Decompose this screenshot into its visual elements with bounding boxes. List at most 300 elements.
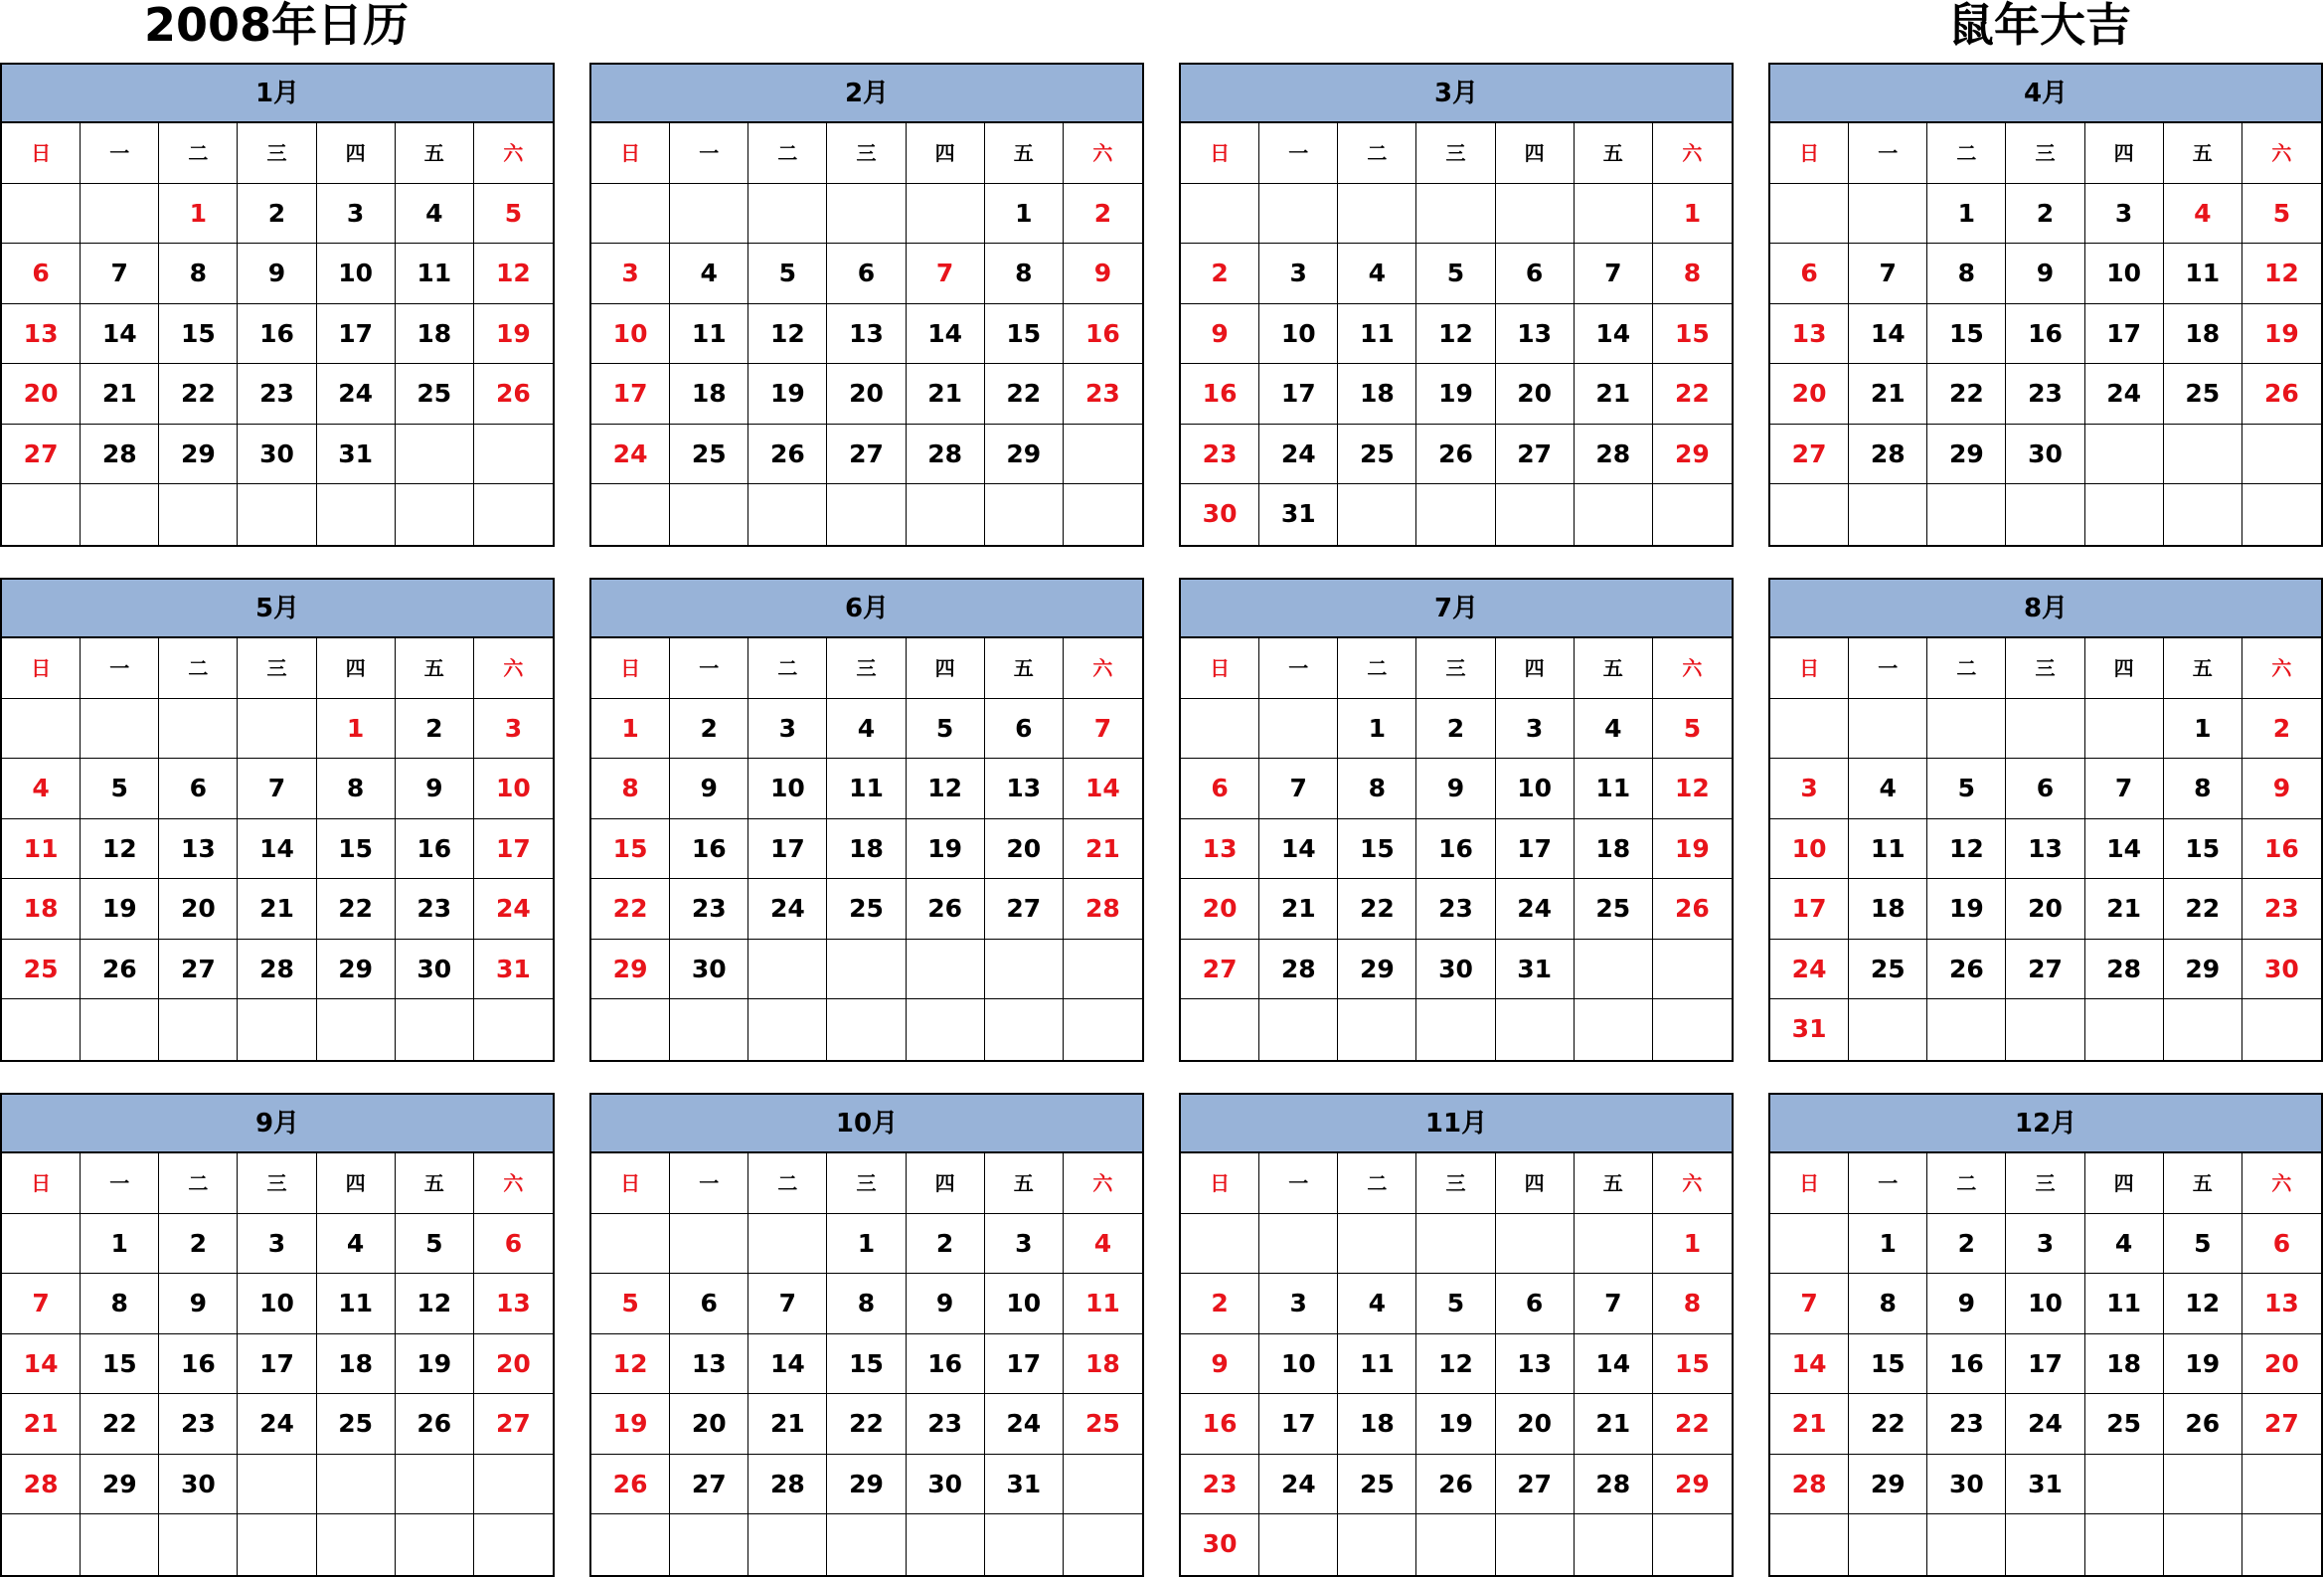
day-cell: 2 bbox=[159, 1214, 238, 1275]
day-cell: 9 bbox=[396, 759, 474, 819]
empty-cell bbox=[1181, 999, 1259, 1060]
day-cell: 1 bbox=[1653, 1214, 1732, 1275]
day-cell: 23 bbox=[238, 364, 316, 425]
weekday-label: 四 bbox=[907, 638, 985, 699]
day-cell: 14 bbox=[238, 819, 316, 880]
month-grid bbox=[1181, 123, 1732, 545]
month-panel bbox=[1179, 578, 1734, 1062]
day-cell: 18 bbox=[827, 819, 906, 880]
empty-cell bbox=[2242, 1455, 2321, 1515]
day-cell: 22 bbox=[1338, 879, 1416, 940]
day-cell: 5 bbox=[1416, 1274, 1495, 1334]
day-cell: 5 bbox=[1653, 699, 1732, 760]
day-cell: 14 bbox=[81, 304, 159, 365]
empty-cell bbox=[1770, 1514, 1849, 1575]
day-cell: 1 bbox=[1927, 184, 2006, 245]
day-cell: 7 bbox=[1849, 244, 1927, 304]
day-cell: 15 bbox=[1653, 1334, 1732, 1395]
day-cell: 15 bbox=[317, 819, 396, 880]
empty-cell bbox=[748, 484, 827, 545]
day-cell: 3 bbox=[238, 1214, 316, 1275]
day-cell: 24 bbox=[1496, 879, 1575, 940]
day-cell: 20 bbox=[1496, 364, 1575, 425]
day-cell: 18 bbox=[1064, 1334, 1142, 1395]
day-cell: 5 bbox=[2242, 184, 2321, 245]
day-cell: 31 bbox=[985, 1455, 1064, 1515]
day-cell: 25 bbox=[2164, 364, 2242, 425]
weekday-label: 日 bbox=[2, 123, 81, 184]
day-cell: 31 bbox=[2006, 1455, 2084, 1515]
month-grid bbox=[591, 123, 1142, 545]
day-cell: 10 bbox=[1496, 759, 1575, 819]
day-cell: 31 bbox=[317, 425, 396, 485]
day-cell: 6 bbox=[2006, 759, 2084, 819]
weekday-label: 五 bbox=[1575, 1153, 1653, 1214]
day-cell: 11 bbox=[1575, 759, 1653, 819]
empty-cell bbox=[907, 999, 985, 1060]
empty-cell bbox=[1259, 699, 1338, 760]
day-cell: 8 bbox=[159, 244, 238, 304]
day-cell: 10 bbox=[317, 244, 396, 304]
empty-cell bbox=[474, 1514, 553, 1575]
day-cell: 31 bbox=[1770, 999, 1849, 1060]
day-cell: 16 bbox=[396, 819, 474, 880]
empty-cell bbox=[670, 1214, 748, 1275]
day-cell: 8 bbox=[985, 244, 1064, 304]
empty-cell bbox=[396, 999, 474, 1060]
day-cell: 28 bbox=[2085, 940, 2164, 1000]
weekday-label: 六 bbox=[474, 638, 553, 699]
day-cell: 17 bbox=[474, 819, 553, 880]
day-cell: 29 bbox=[1653, 425, 1732, 485]
day-cell: 4 bbox=[1064, 1214, 1142, 1275]
empty-cell bbox=[81, 484, 159, 545]
day-cell: 21 bbox=[1259, 879, 1338, 940]
day-cell: 28 bbox=[907, 425, 985, 485]
day-cell: 15 bbox=[1849, 1334, 1927, 1395]
day-cell: 2 bbox=[2006, 184, 2084, 245]
day-cell: 28 bbox=[1849, 425, 1927, 485]
day-cell: 7 bbox=[1259, 759, 1338, 819]
day-cell: 16 bbox=[2242, 819, 2321, 880]
day-cell: 5 bbox=[2164, 1214, 2242, 1275]
day-cell: 26 bbox=[1927, 940, 2006, 1000]
empty-cell bbox=[1770, 699, 1849, 760]
empty-cell bbox=[2164, 1455, 2242, 1515]
day-cell: 23 bbox=[1181, 425, 1259, 485]
day-cell: 26 bbox=[396, 1394, 474, 1455]
day-cell: 30 bbox=[396, 940, 474, 1000]
day-cell: 6 bbox=[1181, 759, 1259, 819]
day-cell: 20 bbox=[670, 1394, 748, 1455]
weekday-label: 一 bbox=[81, 123, 159, 184]
empty-cell bbox=[238, 484, 316, 545]
empty-cell bbox=[1259, 184, 1338, 245]
day-cell: 13 bbox=[2242, 1274, 2321, 1334]
day-cell: 27 bbox=[2242, 1394, 2321, 1455]
day-cell: 4 bbox=[317, 1214, 396, 1275]
empty-cell bbox=[1416, 1214, 1495, 1275]
empty-cell bbox=[2, 484, 81, 545]
empty-cell bbox=[1496, 1214, 1575, 1275]
day-cell: 8 bbox=[1653, 1274, 1732, 1334]
empty-cell bbox=[748, 1214, 827, 1275]
day-cell: 18 bbox=[1575, 819, 1653, 880]
empty-cell bbox=[2085, 425, 2164, 485]
weekday-label: 六 bbox=[2242, 123, 2321, 184]
day-cell: 24 bbox=[238, 1394, 316, 1455]
day-cell: 6 bbox=[1496, 244, 1575, 304]
empty-cell bbox=[1416, 484, 1495, 545]
day-cell: 2 bbox=[1064, 184, 1142, 245]
day-cell: 6 bbox=[670, 1274, 748, 1334]
day-cell: 22 bbox=[317, 879, 396, 940]
day-cell: 20 bbox=[2006, 879, 2084, 940]
day-cell: 15 bbox=[159, 304, 238, 365]
day-cell: 23 bbox=[159, 1394, 238, 1455]
month-header: 10月 bbox=[591, 1095, 1142, 1153]
empty-cell bbox=[1849, 184, 1927, 245]
empty-cell bbox=[2164, 484, 2242, 545]
day-cell: 12 bbox=[907, 759, 985, 819]
day-cell: 12 bbox=[1927, 819, 2006, 880]
day-cell: 20 bbox=[827, 364, 906, 425]
day-cell: 17 bbox=[1259, 1394, 1338, 1455]
month-panel bbox=[589, 63, 1144, 547]
day-cell: 20 bbox=[474, 1334, 553, 1395]
day-cell: 10 bbox=[474, 759, 553, 819]
empty-cell bbox=[827, 940, 906, 1000]
day-cell: 10 bbox=[591, 304, 670, 365]
month-header: 7月 bbox=[1181, 580, 1732, 638]
day-cell: 4 bbox=[670, 244, 748, 304]
day-cell: 30 bbox=[1181, 1514, 1259, 1575]
month-panel bbox=[589, 578, 1144, 1062]
weekday-label: 日 bbox=[2, 1153, 81, 1214]
day-cell: 7 bbox=[81, 244, 159, 304]
day-cell: 15 bbox=[827, 1334, 906, 1395]
day-cell: 19 bbox=[474, 304, 553, 365]
day-cell: 22 bbox=[1653, 364, 1732, 425]
empty-cell bbox=[317, 1455, 396, 1515]
day-cell: 9 bbox=[159, 1274, 238, 1334]
day-cell: 11 bbox=[827, 759, 906, 819]
day-cell: 30 bbox=[2242, 940, 2321, 1000]
day-cell: 16 bbox=[670, 819, 748, 880]
empty-cell bbox=[2006, 999, 2084, 1060]
empty-cell bbox=[1416, 184, 1495, 245]
day-cell: 29 bbox=[591, 940, 670, 1000]
month-panel bbox=[1768, 63, 2323, 547]
day-cell: 17 bbox=[1259, 364, 1338, 425]
day-cell: 13 bbox=[1181, 819, 1259, 880]
empty-cell bbox=[1181, 1214, 1259, 1275]
day-cell: 27 bbox=[985, 879, 1064, 940]
day-cell: 5 bbox=[396, 1214, 474, 1275]
day-cell: 27 bbox=[670, 1455, 748, 1515]
month-grid bbox=[1770, 1153, 2321, 1575]
day-cell: 12 bbox=[1653, 759, 1732, 819]
weekday-label: 四 bbox=[317, 1153, 396, 1214]
day-cell: 14 bbox=[1575, 1334, 1653, 1395]
empty-cell bbox=[2242, 1514, 2321, 1575]
day-cell: 21 bbox=[1849, 364, 1927, 425]
weekday-label: 六 bbox=[1064, 123, 1142, 184]
empty-cell bbox=[159, 1514, 238, 1575]
month-panel bbox=[0, 1093, 555, 1577]
day-cell: 30 bbox=[238, 425, 316, 485]
day-cell: 3 bbox=[474, 699, 553, 760]
month-header: 2月 bbox=[591, 65, 1142, 123]
day-cell: 5 bbox=[81, 759, 159, 819]
weekday-label: 五 bbox=[2164, 638, 2242, 699]
day-cell: 3 bbox=[1259, 244, 1338, 304]
day-cell: 2 bbox=[1181, 244, 1259, 304]
weekday-label: 一 bbox=[670, 1153, 748, 1214]
empty-cell bbox=[1338, 1514, 1416, 1575]
day-cell: 23 bbox=[1064, 364, 1142, 425]
empty-cell bbox=[1927, 1514, 2006, 1575]
day-cell: 20 bbox=[1770, 364, 1849, 425]
day-cell: 6 bbox=[1496, 1274, 1575, 1334]
day-cell: 3 bbox=[317, 184, 396, 245]
day-cell: 18 bbox=[1338, 364, 1416, 425]
weekday-label: 日 bbox=[1770, 1153, 1849, 1214]
weekday-label: 日 bbox=[2, 638, 81, 699]
empty-cell bbox=[1064, 1455, 1142, 1515]
day-cell: 17 bbox=[2006, 1334, 2084, 1395]
day-cell: 27 bbox=[474, 1394, 553, 1455]
day-cell: 25 bbox=[1338, 425, 1416, 485]
empty-cell bbox=[81, 184, 159, 245]
empty-cell bbox=[591, 1514, 670, 1575]
day-cell: 20 bbox=[985, 819, 1064, 880]
weekday-label: 三 bbox=[238, 638, 316, 699]
day-cell: 27 bbox=[2, 425, 81, 485]
day-cell: 23 bbox=[1927, 1394, 2006, 1455]
day-cell: 3 bbox=[2085, 184, 2164, 245]
weekday-label: 三 bbox=[827, 638, 906, 699]
day-cell: 16 bbox=[1064, 304, 1142, 365]
empty-cell bbox=[1496, 184, 1575, 245]
weekday-label: 六 bbox=[1653, 123, 1732, 184]
month-grid bbox=[2, 638, 553, 1060]
weekday-label: 二 bbox=[1338, 638, 1416, 699]
month-panel bbox=[1179, 63, 1734, 547]
weekday-label: 四 bbox=[317, 638, 396, 699]
day-cell: 4 bbox=[2164, 184, 2242, 245]
empty-cell bbox=[1849, 484, 1927, 545]
day-cell: 13 bbox=[1496, 304, 1575, 365]
empty-cell bbox=[2, 1214, 81, 1275]
day-cell: 11 bbox=[1849, 819, 1927, 880]
day-cell: 7 bbox=[2, 1274, 81, 1334]
day-cell: 7 bbox=[907, 244, 985, 304]
day-cell: 14 bbox=[1064, 759, 1142, 819]
day-cell: 11 bbox=[1338, 304, 1416, 365]
day-cell: 22 bbox=[81, 1394, 159, 1455]
day-cell: 26 bbox=[1416, 425, 1495, 485]
day-cell: 19 bbox=[1416, 1394, 1495, 1455]
day-cell: 24 bbox=[474, 879, 553, 940]
day-cell: 29 bbox=[2164, 940, 2242, 1000]
day-cell: 21 bbox=[2, 1394, 81, 1455]
day-cell: 22 bbox=[159, 364, 238, 425]
day-cell: 19 bbox=[2164, 1334, 2242, 1395]
day-cell: 7 bbox=[1575, 244, 1653, 304]
empty-cell bbox=[985, 999, 1064, 1060]
day-cell: 27 bbox=[159, 940, 238, 1000]
empty-cell bbox=[1181, 184, 1259, 245]
weekday-label: 二 bbox=[159, 638, 238, 699]
day-cell: 7 bbox=[2085, 759, 2164, 819]
empty-cell bbox=[2006, 484, 2084, 545]
day-cell: 17 bbox=[591, 364, 670, 425]
day-cell: 15 bbox=[2164, 819, 2242, 880]
day-cell: 2 bbox=[907, 1214, 985, 1275]
month-grid bbox=[591, 1153, 1142, 1575]
day-cell: 1 bbox=[2164, 699, 2242, 760]
day-cell: 10 bbox=[1259, 1334, 1338, 1395]
month-panel bbox=[0, 63, 555, 547]
day-cell: 4 bbox=[396, 184, 474, 245]
empty-cell bbox=[81, 1514, 159, 1575]
day-cell: 11 bbox=[2, 819, 81, 880]
day-cell: 19 bbox=[907, 819, 985, 880]
month-panel bbox=[589, 1093, 1144, 1577]
day-cell: 28 bbox=[1064, 879, 1142, 940]
day-cell: 25 bbox=[2085, 1394, 2164, 1455]
empty-cell bbox=[2085, 699, 2164, 760]
day-cell: 23 bbox=[2006, 364, 2084, 425]
weekday-label: 四 bbox=[317, 123, 396, 184]
day-cell: 9 bbox=[1181, 304, 1259, 365]
day-cell: 15 bbox=[591, 819, 670, 880]
day-cell: 21 bbox=[1064, 819, 1142, 880]
day-cell: 23 bbox=[1181, 1455, 1259, 1515]
weekday-label: 三 bbox=[238, 123, 316, 184]
day-cell: 2 bbox=[396, 699, 474, 760]
empty-cell bbox=[1927, 699, 2006, 760]
weekday-label: 三 bbox=[1416, 1153, 1495, 1214]
day-cell: 22 bbox=[985, 364, 1064, 425]
empty-cell bbox=[1927, 999, 2006, 1060]
empty-cell bbox=[1338, 999, 1416, 1060]
day-cell: 21 bbox=[1770, 1394, 1849, 1455]
month-grid bbox=[591, 638, 1142, 1060]
weekday-label: 四 bbox=[1496, 123, 1575, 184]
day-cell: 16 bbox=[1416, 819, 1495, 880]
empty-cell bbox=[907, 1514, 985, 1575]
empty-cell bbox=[238, 1455, 316, 1515]
weekday-label: 三 bbox=[238, 1153, 316, 1214]
day-cell: 16 bbox=[907, 1334, 985, 1395]
day-cell: 12 bbox=[2164, 1274, 2242, 1334]
weekday-label: 五 bbox=[1575, 123, 1653, 184]
empty-cell bbox=[1338, 484, 1416, 545]
day-cell: 19 bbox=[1416, 364, 1495, 425]
day-cell: 2 bbox=[2242, 699, 2321, 760]
day-cell: 18 bbox=[2164, 304, 2242, 365]
day-cell: 5 bbox=[907, 699, 985, 760]
day-cell: 21 bbox=[748, 1394, 827, 1455]
day-cell: 31 bbox=[1259, 484, 1338, 545]
empty-cell bbox=[474, 425, 553, 485]
empty-cell bbox=[1338, 1214, 1416, 1275]
day-cell: 9 bbox=[1181, 1334, 1259, 1395]
month-panel bbox=[1179, 1093, 1734, 1577]
day-cell: 11 bbox=[670, 304, 748, 365]
day-cell: 1 bbox=[81, 1214, 159, 1275]
weekday-label: 六 bbox=[1653, 1153, 1732, 1214]
day-cell: 22 bbox=[1849, 1394, 1927, 1455]
weekday-label: 日 bbox=[1181, 1153, 1259, 1214]
day-cell: 28 bbox=[81, 425, 159, 485]
empty-cell bbox=[1496, 1514, 1575, 1575]
weekday-label: 一 bbox=[1259, 123, 1338, 184]
empty-cell bbox=[591, 484, 670, 545]
empty-cell bbox=[2006, 1514, 2084, 1575]
day-cell: 3 bbox=[1770, 759, 1849, 819]
weekday-label: 四 bbox=[1496, 1153, 1575, 1214]
empty-cell bbox=[1653, 999, 1732, 1060]
day-cell: 20 bbox=[2, 364, 81, 425]
weekday-label: 一 bbox=[670, 123, 748, 184]
empty-cell bbox=[2242, 999, 2321, 1060]
weekday-label: 五 bbox=[396, 123, 474, 184]
weekday-label: 四 bbox=[2085, 123, 2164, 184]
empty-cell bbox=[985, 940, 1064, 1000]
month-grid bbox=[1770, 123, 2321, 545]
day-cell: 8 bbox=[1927, 244, 2006, 304]
day-cell: 13 bbox=[159, 819, 238, 880]
day-cell: 17 bbox=[317, 304, 396, 365]
weekday-label: 日 bbox=[1181, 123, 1259, 184]
day-cell: 8 bbox=[1338, 759, 1416, 819]
day-cell: 1 bbox=[317, 699, 396, 760]
weekday-label: 三 bbox=[2006, 638, 2084, 699]
day-cell: 13 bbox=[474, 1274, 553, 1334]
day-cell: 4 bbox=[1575, 699, 1653, 760]
month-header: 1月 bbox=[2, 65, 553, 123]
empty-cell bbox=[1849, 999, 1927, 1060]
day-cell: 9 bbox=[2006, 244, 2084, 304]
day-cell: 2 bbox=[670, 699, 748, 760]
day-cell: 1 bbox=[827, 1214, 906, 1275]
day-cell: 15 bbox=[81, 1334, 159, 1395]
day-cell: 30 bbox=[2006, 425, 2084, 485]
day-cell: 27 bbox=[827, 425, 906, 485]
day-cell: 1 bbox=[1338, 699, 1416, 760]
day-cell: 6 bbox=[474, 1214, 553, 1275]
day-cell: 3 bbox=[591, 244, 670, 304]
empty-cell bbox=[2, 184, 81, 245]
weekday-label: 三 bbox=[827, 123, 906, 184]
month-grid bbox=[1181, 638, 1732, 1060]
empty-cell bbox=[1496, 484, 1575, 545]
day-cell: 28 bbox=[238, 940, 316, 1000]
day-cell: 9 bbox=[238, 244, 316, 304]
day-cell: 23 bbox=[2242, 879, 2321, 940]
day-cell: 2 bbox=[1927, 1214, 2006, 1275]
day-cell: 30 bbox=[907, 1455, 985, 1515]
day-cell: 19 bbox=[1653, 819, 1732, 880]
weekday-label: 二 bbox=[748, 123, 827, 184]
day-cell: 10 bbox=[1770, 819, 1849, 880]
day-cell: 28 bbox=[748, 1455, 827, 1515]
empty-cell bbox=[1259, 1214, 1338, 1275]
day-cell: 1 bbox=[985, 184, 1064, 245]
